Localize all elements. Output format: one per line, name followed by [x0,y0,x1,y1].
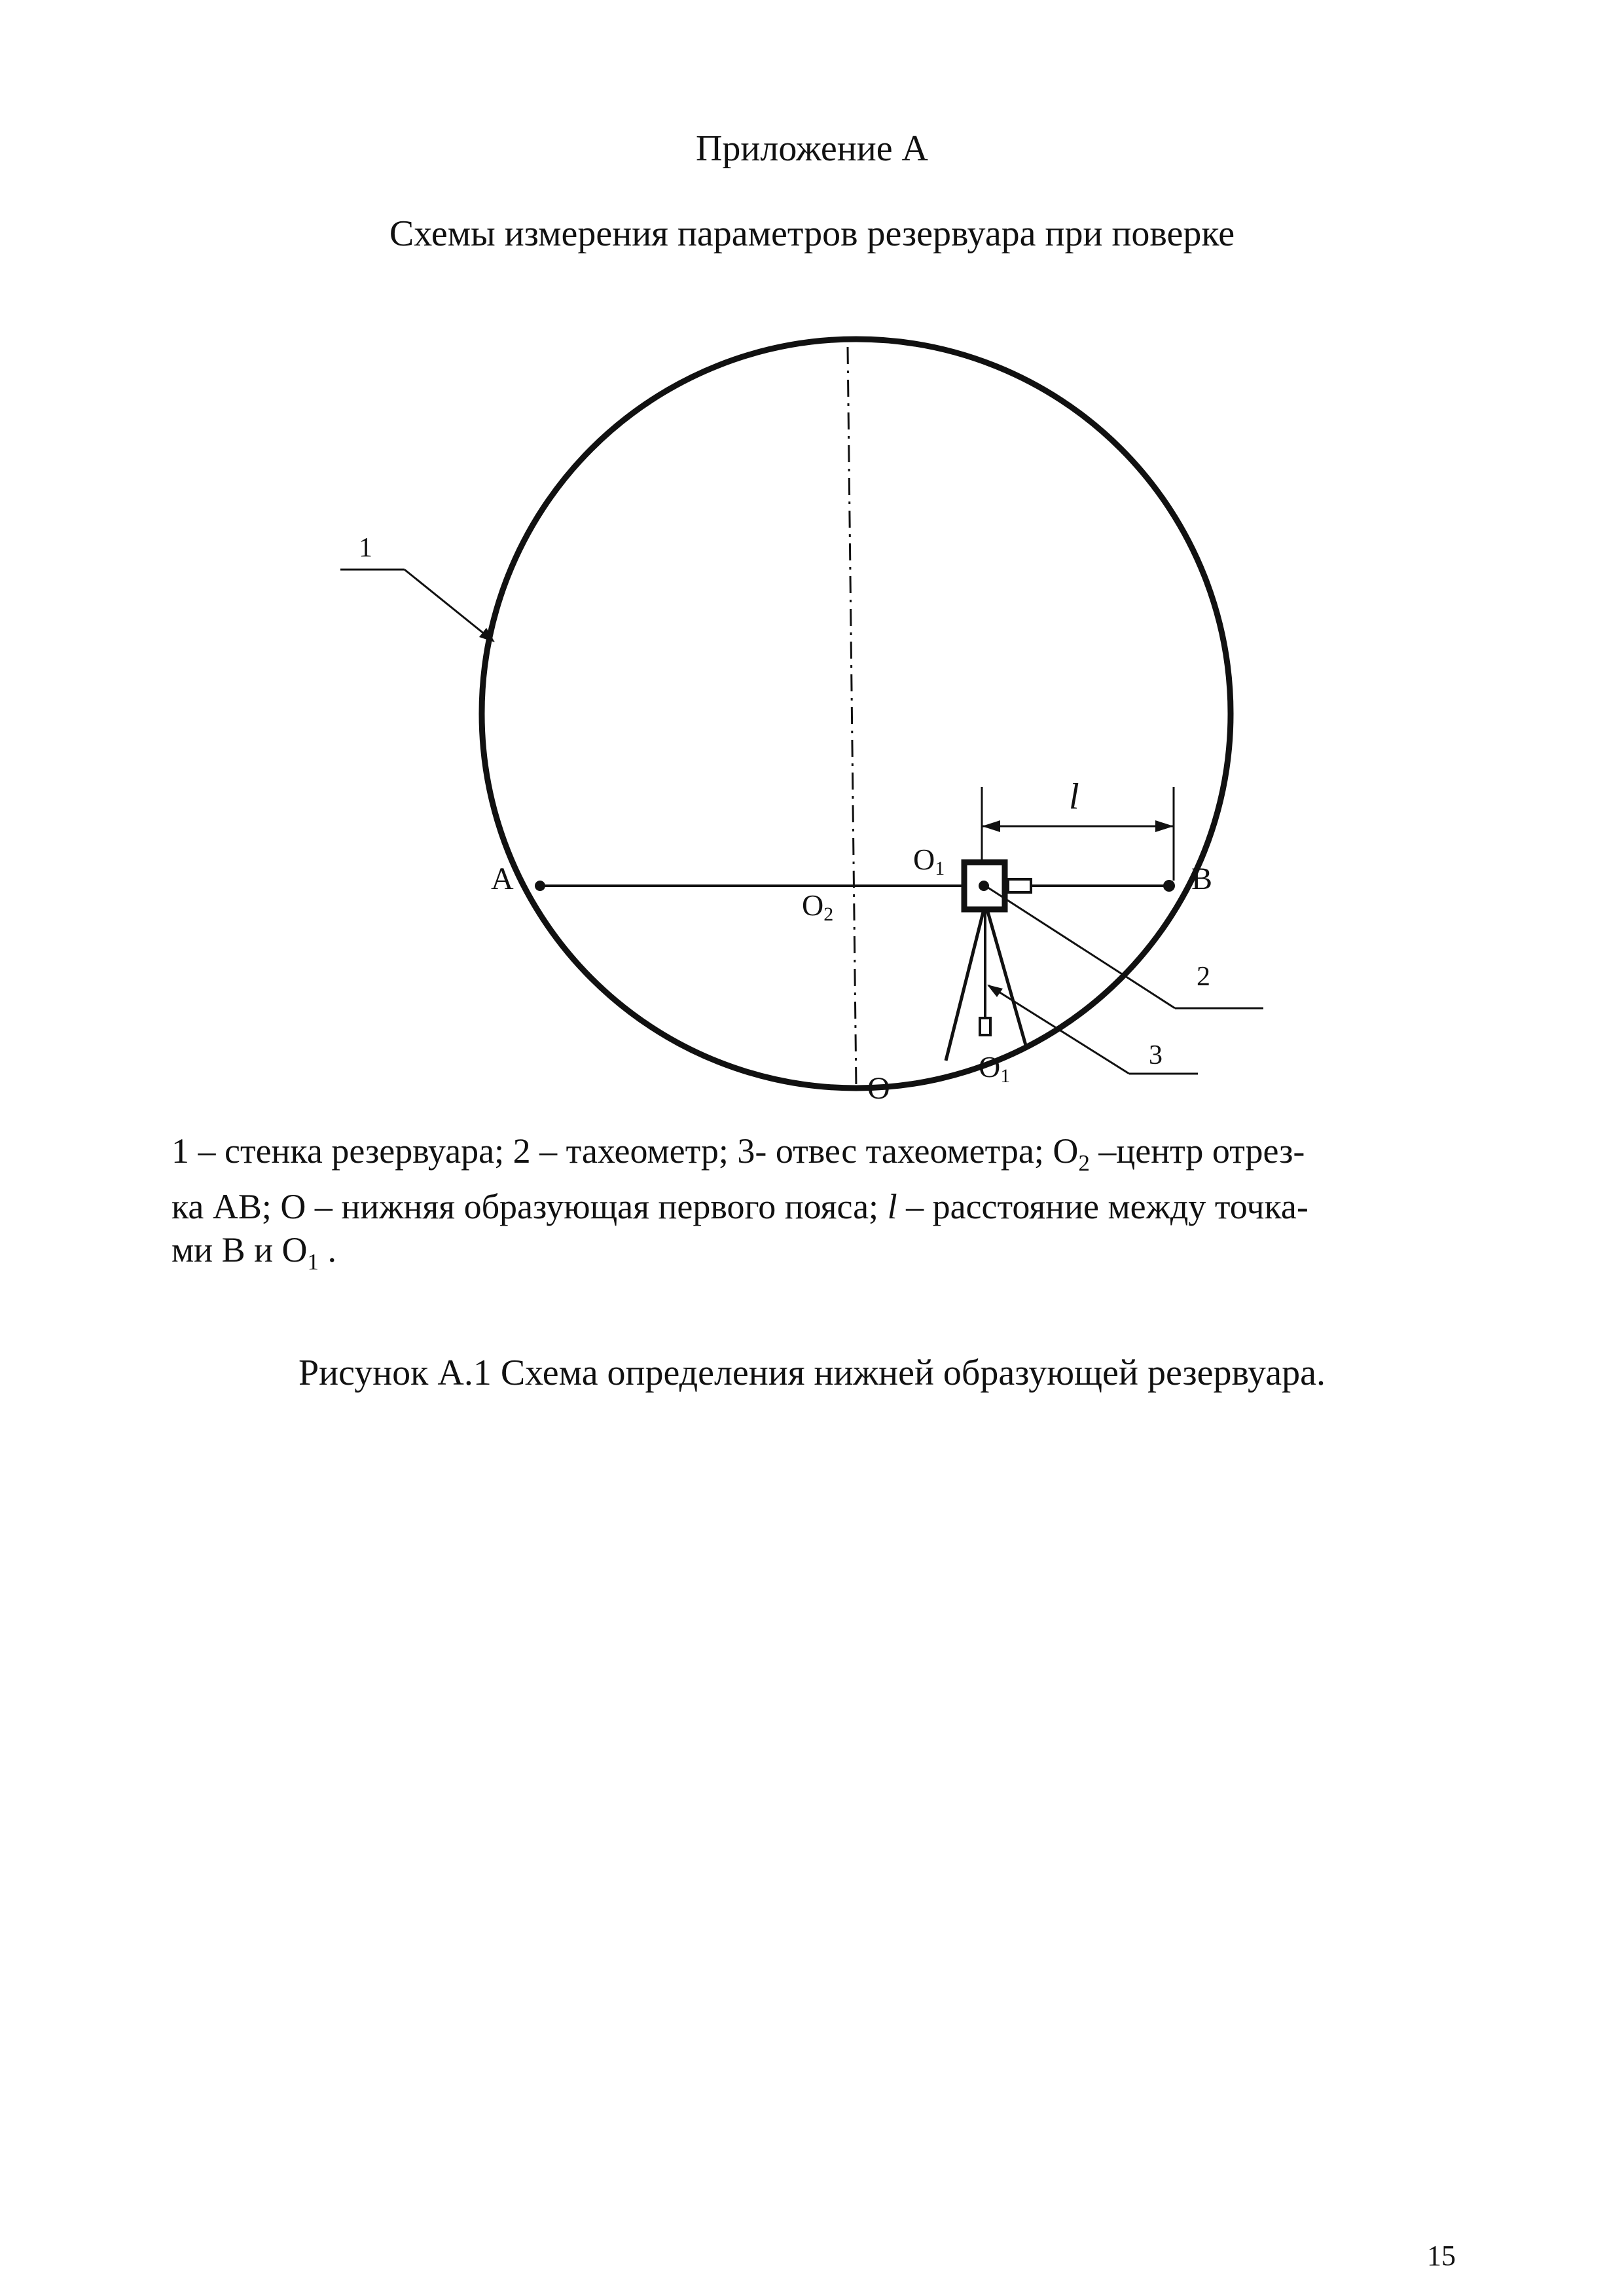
label-callout-2: 2 [1197,962,1210,992]
section-title: Схемы измерения параметров резервуара при поверке [389,213,1235,254]
label-point-o: O [867,1071,890,1106]
tripod-leg-right [987,909,1026,1048]
dimension-arrow-left [982,820,1000,832]
callout-1-leader [405,570,492,640]
appendix-title: Приложение А [695,128,928,169]
legend-line-1-subscript: 2 [1078,1150,1090,1176]
legend-line-1-text: 1 – стенка резервуара; 2 – тахеометр; 3- отвес тахеометра; O [171,1131,1079,1171]
figure-caption: Рисунок А.1 Схема определения нижней образующей резервуара. [298,1353,1326,1393]
label-point-b: B [1191,862,1213,896]
tacheometer-lens [1008,879,1031,892]
plumb-bob [980,1018,990,1035]
point-a-dot [535,881,545,891]
legend-line-2-end: – расстояние между точка- [897,1186,1308,1226]
vertical-axis [848,347,856,1088]
dimension-arrow-right [1155,820,1174,832]
legend-line-2-text: ка АВ; О – нижняя образующая первого пояса; [171,1186,888,1226]
legend-line-3-text: ми В и О [171,1230,308,1269]
tank-wall-circle [482,339,1231,1088]
label-point-o1-top: O1 [913,843,945,879]
label-point-a: A [491,862,514,896]
legend-line-2 [171,1185,1468,1228]
point-b-dot [1163,880,1175,892]
legend-line-3-end: . [319,1230,337,1269]
tripod-leg-left [946,909,984,1061]
callout-3-arrow [987,985,1003,997]
label-point-o2: O2 [802,888,834,925]
legend-line-3 [171,1228,1468,1284]
legend-line-3-subscript: 1 [307,1248,319,1275]
page-number: 15 [1427,2240,1456,2272]
label-callout-3: 3 [1149,1040,1163,1070]
tacheometer-center-dot [979,881,989,891]
tank-diagram [0,0,1624,1126]
legend-line-1 [171,1129,1468,1185]
label-callout-1: 1 [359,533,372,563]
callout-3-leader [988,985,1129,1074]
label-distance-l: l [1069,776,1079,817]
legend-line-1-end: –центр отрез- [1089,1131,1305,1171]
figure-legend [171,1129,1468,1284]
legend-line-2-italic: l [887,1186,897,1226]
label-point-o1-bottom: O1 [979,1050,1011,1087]
